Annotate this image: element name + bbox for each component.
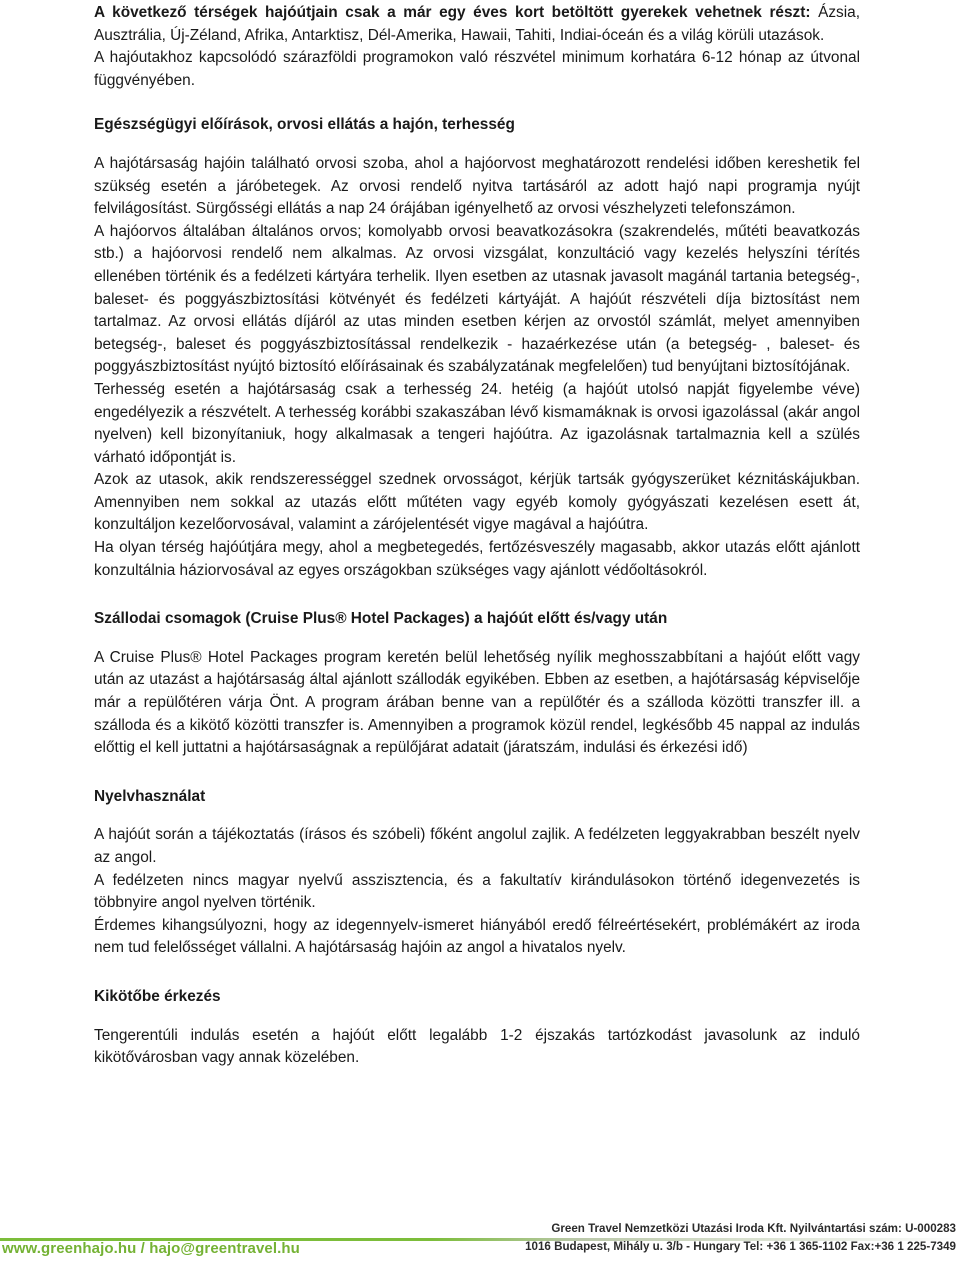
language-heading: Nyelvhasználat [94, 787, 206, 805]
hotel-paragraph: A Cruise Plus® Hotel Packages program keretén belül lehetőség nyílik meghosszabbítani a hajóút előtt vagy után az utazást a hajótársaság által ajánlott szállodák egyikében. Ebben az esetben, a hajótársaság képviselője már a repülőtéren várja Önt. A program árában benne van a repülőtér és a szálloda közötti transzfer ill. a szálloda és a kikötő közötti transzfer is. Amennyiben a programok közül rendel, legkésőbb 45 nappal az indulás előttig el kell juttatni a hajótársaságnak a repülőjárat adatait (járatszám, indulási és érkezési idő) [94, 648, 860, 757]
footer-company-info [476, 1220, 956, 1256]
footer-contact: 1016 Budapest, Mihály u. 3/b - Hungary Tel: +36 1 365-1102 Fax:+36 1 225-7349 [525, 1240, 956, 1253]
arrival-heading: Kikötőbe érkezés [94, 987, 221, 1005]
intro-paragraph-excursions: A hajóutakhoz kapcsolódó szárazföldi programokon való részvétel minimum korhatára 6-12 hónap az útvonal függvényében. [94, 49, 860, 89]
health-paragraph: A hajótársaság hajóin található orvosi szoba, ahol a hajóorvost meghatározott rendelési időben kereshetik fel szükség esetén a járóbetegek. Az orvosi rendelő nyitva tartásáról az adott hajó napi programja nyújt felvilágosítást. Sürgősségi ellátás a nap 24 órájában igényelhető az orvosi vészhelyzeti telefonszámon. [94, 154, 860, 218]
language-paragraph: A hajóút során a tájékoztatás (írásos és szóbeli) főként angolul zajlik. A fedélzeten leggyakrabban beszélt nyelv az angol. [94, 826, 860, 866]
footer-company-name: Green Travel Nemzetközi Utazási Iroda Kft. Nyilvántartási szám: U-000283 [551, 1222, 956, 1235]
arrival-paragraph: Tengerentúli indulás esetén a hajóút előtt legalább 1-2 éjszakás tartózkodást javasolunk az induló kikötővárosban vagy annak közelében. [94, 1026, 860, 1067]
health-paragraph: Azok az utasok, akik rendszerességgel szednek orvosságot, kérjük tartsák gyógyszerüket kéznitáskájukban. Amennyiben nem sokkal az utazás előtt műtéten vagy egyéb komoly gyógyászati kezelésen esett át, konzultáljon kezelőorvosával, valamint a zárójelentését vigye magával a hajóútra. [94, 471, 860, 534]
health-heading: Egészségügyi előírások, orvosi ellátás a hajón, terhesség [94, 116, 515, 134]
intro-age-lead: A következő térségek hajóútjain csak a már egy éves kort betöltött gyerekek vehetnek részt: [94, 4, 811, 21]
health-paragraph: Terhesség esetén a hajótársaság csak a terhesség 24. hetéig (a hajóút utolsó napját figyelembe véve) engedélyezik a részvételt. A terhesség korábbi szakaszában lévő kismamáknak is orvosi igazolással (akár angol nyelven) kell bizonyítaniuk, hogy alkalmasak a tengeri hajóútra. Az igazolásnak tartalmaznia kell a szülés várható időpontját is. [94, 380, 860, 466]
page-footer [0, 1218, 960, 1264]
hotel-heading: Szállodai csomagok (Cruise Plus® Hotel Packages) a hajóút előtt és/vagy után [94, 610, 668, 628]
health-paragraph: A hajóorvos általában általános orvos; komolyabb orvosi beavatkozásokra (szakrendelés, műtéti beavatkozás stb.) a hajóorvosi rendelő nem alkalmas. Az orvosi vizsgálat, konzultáció vagy kezelés helyszíni térítés ellenében történik és a fedélzeti kártyára terhelik. Ilyen esetben az utasnak javasolt magánál tartania betegség-, baleset- és poggyászbiztosítási kötvényét és fedélzeti kártyáját. A hajóút részvételi díja biztosítást nem tartalmaz. Az orvosi ellátás díjáról az utas minden esetben kérjen az orvostól számlát, melyet amennyiben betegség-, baleset és poggyászbiztosítással rendelkezik - hazaérkezése után (a betegség- , baleset- és poggyászbiztosítást nyújtó biztosító előírásainak és szabályzatának megfelelően) tud benyújtani biztosítójának. [94, 222, 860, 376]
intro-age-regions: Ázsia, Ausztrália, Új-Zéland, Afrika, Antarktisz, Dél-Amerika, Hawaii, Tahiti, Indiai-óceán és a világ körüli utazások. [94, 4, 860, 44]
language-paragraph: Érdemes kihangsúlyozni, hogy az idegennyelv-ismeret hiányából eredő félreértésekért, problémákért az iroda nem tud felelősséget vállalni. A hajótársaság hajóin az angol a hivatalos nyelv. [94, 916, 860, 957]
language-paragraph: A fedélzeten nincs magyar nyelvű asszisztencia, és a fakultatív kirándulásokon történő idegenvezetés is többnyire angol nyelven történik. [94, 871, 860, 912]
document-body [94, 2, 860, 1070]
health-paragraph: Ha olyan térség hajóútjára megy, ahol a megbetegedés, fertőzésveszély magasabb, akkor utazás előtt ajánlott konzultálnia háziorvosával az egyes országokban szükséges vagy ajánlott védőoltásokról. [94, 539, 860, 579]
intro-paragraph-age [94, 2, 860, 47]
footer-web-links[interactable]: www.greenhajo.hu / hajo@greentravel.hu [2, 1240, 300, 1257]
